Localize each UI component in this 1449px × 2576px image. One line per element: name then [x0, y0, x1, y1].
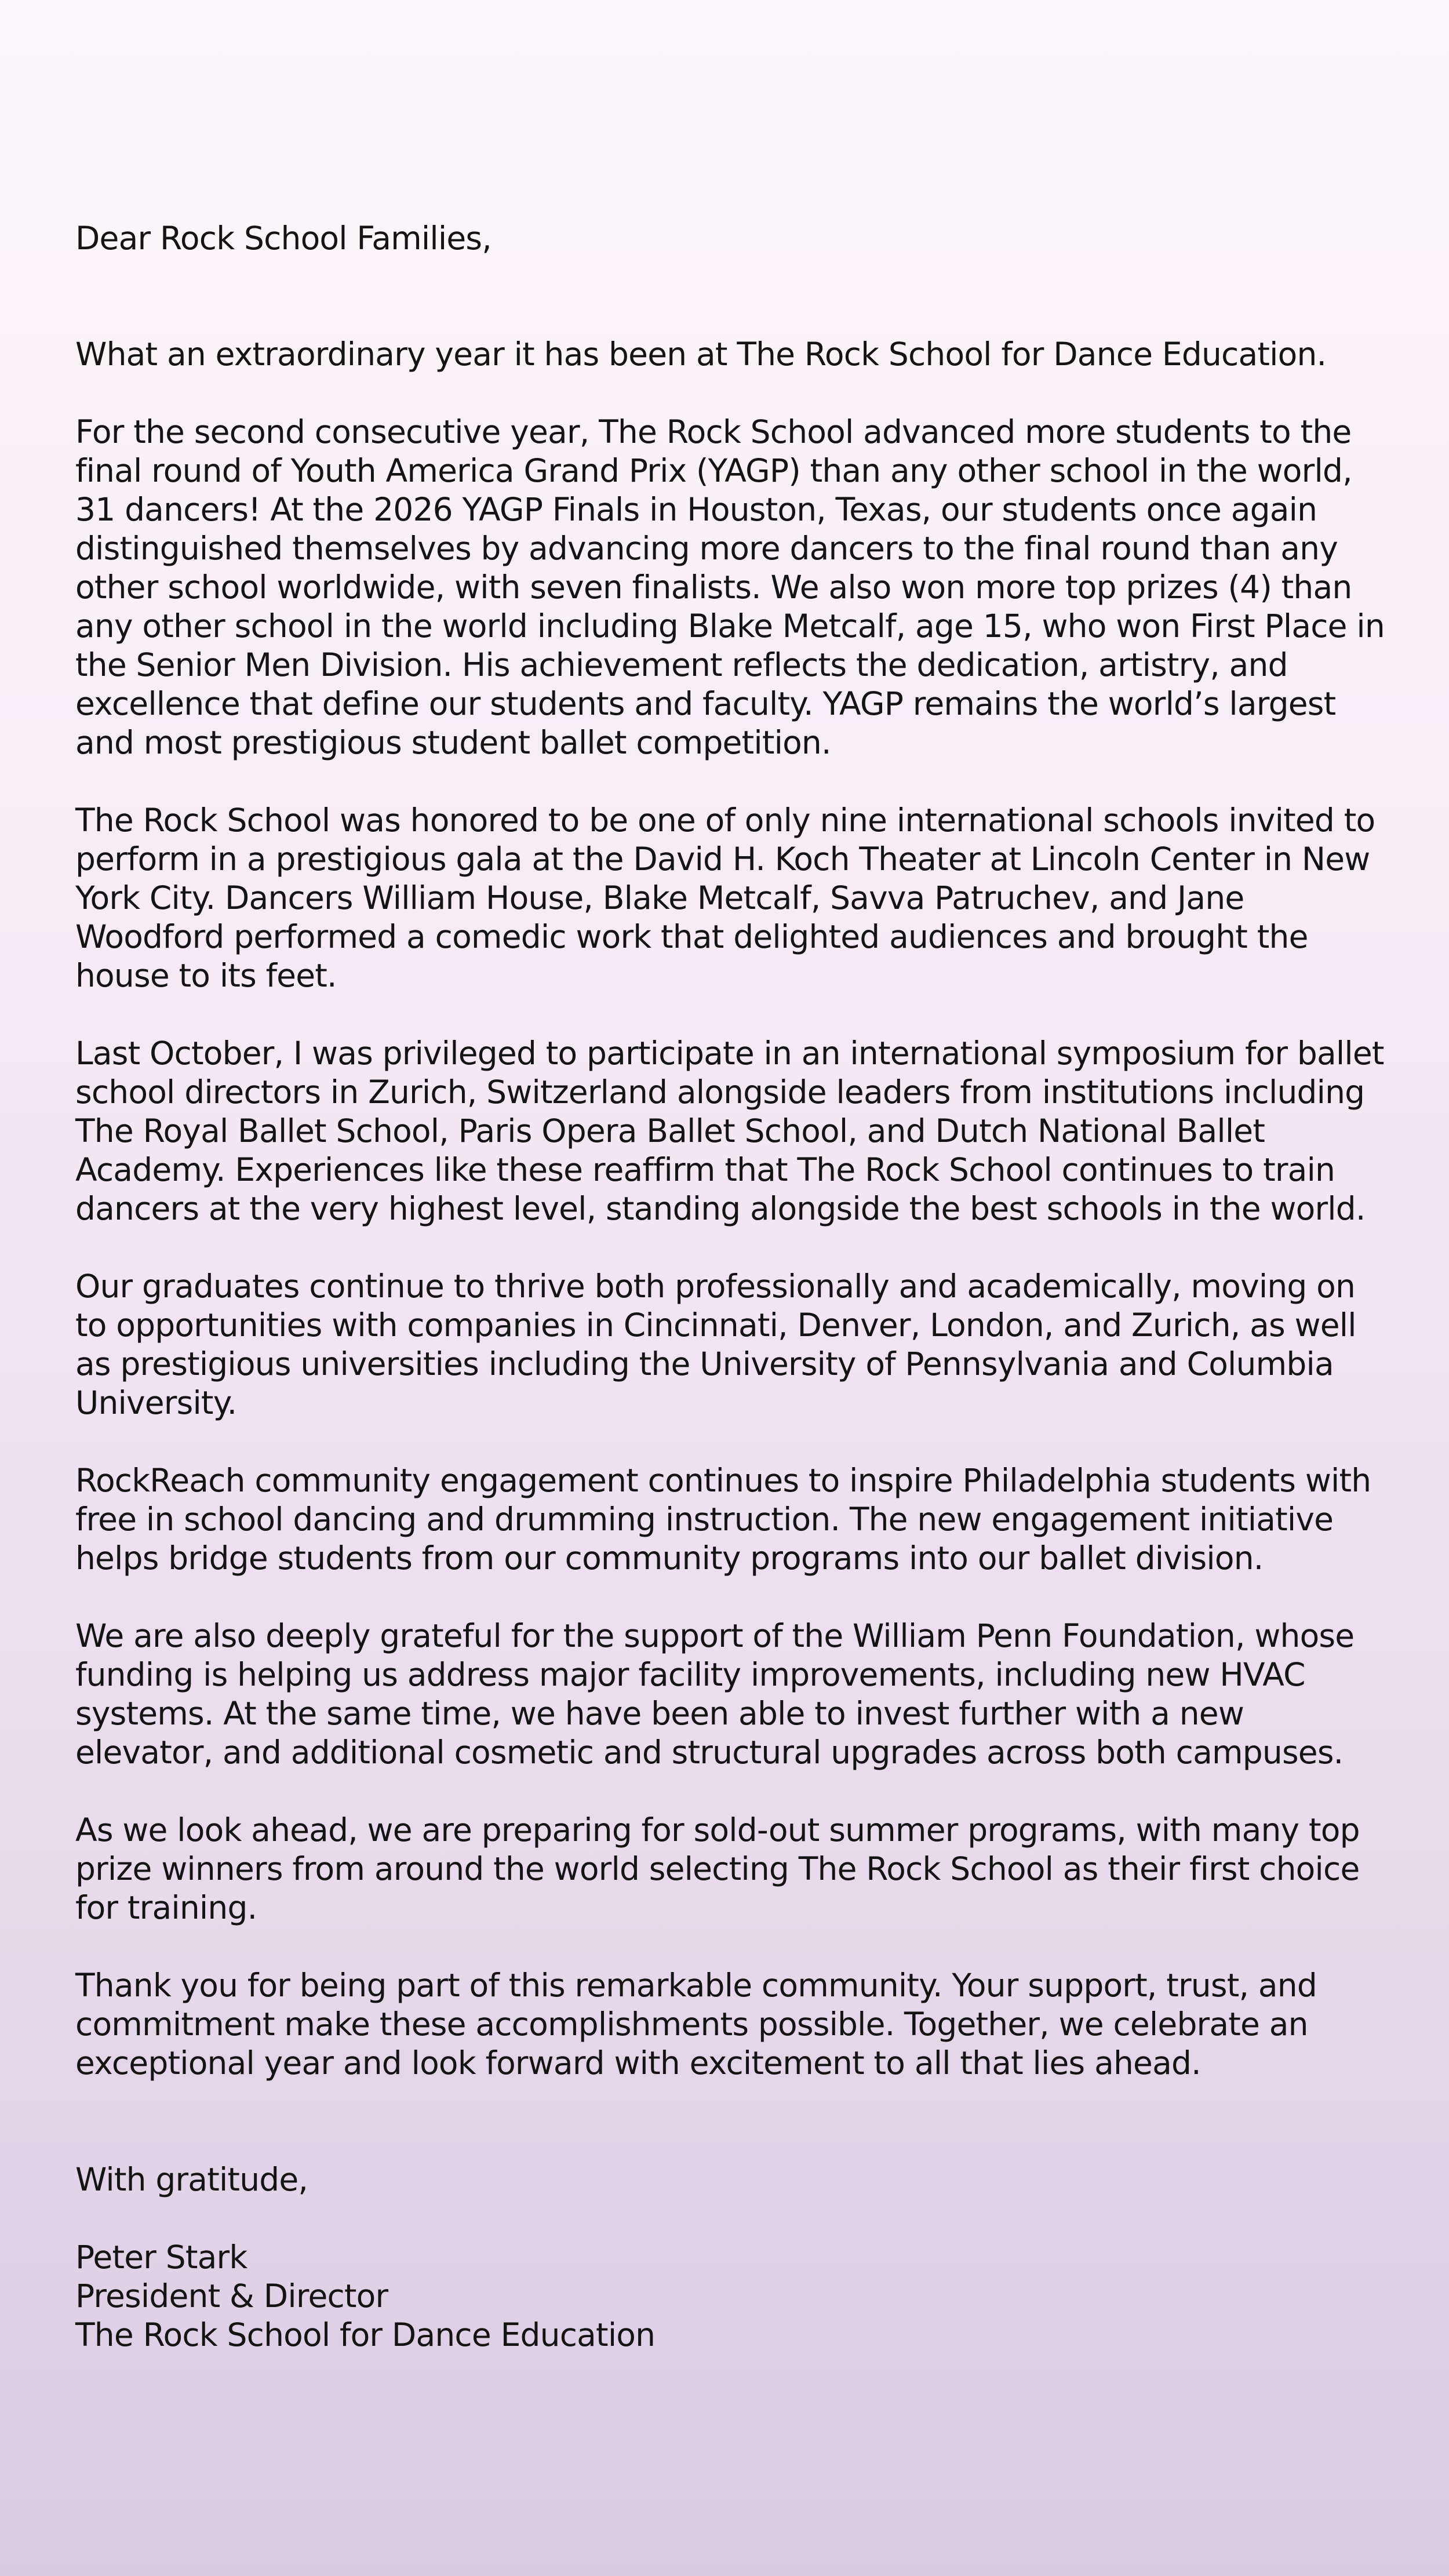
greeting: Dear Rock School Families, [75, 220, 492, 257]
signature-title: President & Director [75, 2277, 388, 2315]
signature-organization: The Rock School for Dance Education [75, 2316, 656, 2353]
closing: With gratitude, [75, 2161, 308, 2198]
paragraph-intro: What an extraordinary year it has been at The Rock School for Dance Education. [75, 336, 1327, 373]
paragraph-facility-improvements: We are also deeply grateful for the support of the William Penn Foundation, whose funding is helping us address major facility improvements, including new HVAC systems. At the same time, we have been able to invest further with a new elevator, and additional cosmetic and structural upgrades across both campuses. [75, 1617, 1355, 1771]
signature-block [75, 2238, 1385, 2355]
paragraph-zurich-symposium: Last October, I was privileged to participate in an international symposium for ballet school directors in Zurich, Switzerland alongside leaders from institutions including The Royal Ballet School, Paris Opera Ballet School, and Dutch National Ballet Academy. Experiences like these reaffirm that The Rock School continues to train dancers at the very highest level, standing alongside the best schools in the world. [75, 1035, 1384, 1227]
paragraph-summer-programs: As we look ahead, we are preparing for sold-out summer programs, with many top prize winners from around the world selecting The Rock School as their first choice for training. [75, 1811, 1360, 1926]
paragraph-thank-you: Thank you for being part of this remarkable community. Your support, trust, and commitment make these accomplishments possible. Together, we celebrate an exceptional year and look forward with excitement to all that lies ahead. [75, 1967, 1317, 2082]
paragraph-yagp: For the second consecutive year, The Rock School advanced more students to the final round of Youth America Grand Prix (YAGP) than any other school in the world, 31 dancers! At the 2026 YAGP Finals in Houston, Texas, our students once again distinguished themselves by advancing more dancers to the final round than any other school worldwide, with seven finalists. We also won more top prizes (4) than any other school in the world including Blake Metcalf, age 15, who won First Place in the Senior Men Division. His achievement reflects the dedication, artistry, and excellence that define our students and faculty. YAGP remains the world’s largest and most prestigious student ballet competition. [75, 413, 1385, 761]
paragraph-lincoln-center-gala: The Rock School was honored to be one of only nine international schools invited to perform in a prestigious gala at the David H. Koch Theater at Lincoln Center in New York City. Dancers William House, Blake Metcalf, Savva Patruchev, and Jane Woodford performed a comedic work that delighted audiences and brought the house to its feet. [75, 802, 1375, 994]
paragraph-rockreach: RockReach community engagement continues to inspire Philadelphia students with free in school dancing and drumming instruction. The new engagement initiative helps bridge students from our community programs into our ballet division. [75, 1462, 1371, 1577]
letter-body [75, 219, 1385, 2355]
signature-name: Peter Stark [75, 2239, 247, 2276]
paragraph-graduates: Our graduates continue to thrive both professionally and academically, moving on to opportunities with companies in Cincinnati, Denver, London, and Zurich, as well as prestigious universities including the University of Pennsylvania and Columbia University. [75, 1268, 1356, 1421]
